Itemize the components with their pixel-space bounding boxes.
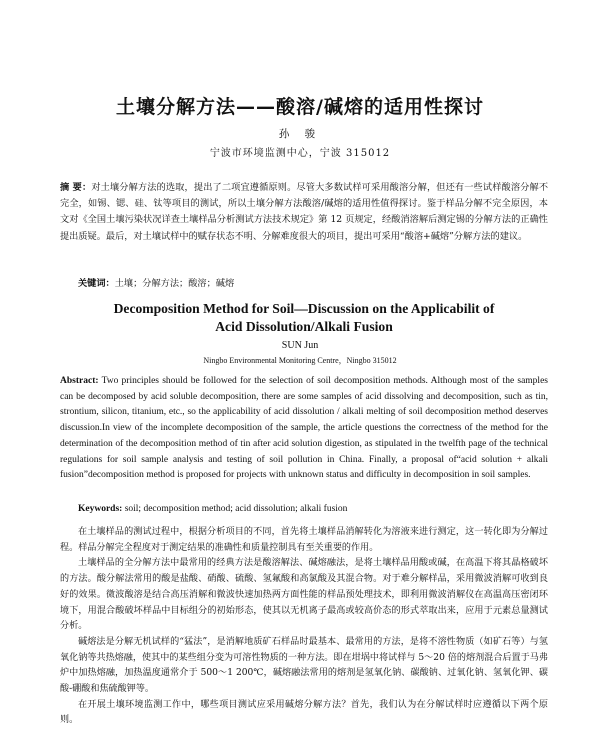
keywords-english-label: Keywords:	[78, 504, 123, 514]
keywords-chinese	[78, 276, 548, 292]
body-paragraph: 土壤样品的全分解方法中最常用的经典方法是酸溶解法、碱熔融法，是将土壤样品用酸或碱，在高温下将其晶格破坏的方法。酸分解法常用的酸是盐酸、硝酸、硫酸、氢氟酸和高氯酸及其混合物。对于难分解样品，采用微波消解可收到良好的效果。微波酸溶是结合高压消解和微波快速加热两方面性能的样品预处理技术，即利用微波消解仪在高温高压密闭环境下，用混合酸破坏样品中目标组分的初始形态，使其以无机离子最高或较高价态的形式萃取出来，应用于元素总量测试分析。	[60, 558, 548, 632]
keywords-english-text: soil; decomposition method; acid dissolution; alkali fusion	[122, 504, 348, 514]
author-english: SUN Jun	[281, 340, 319, 351]
abstract-english	[60, 374, 548, 484]
abstract-chinese	[60, 180, 548, 245]
title-english-line-2: Acid Dissolution/Alkali Fusion	[215, 319, 393, 334]
keywords-english	[78, 502, 548, 517]
affiliation-english: Ningbo Environmental Monitoring Centre，Ningbo 315012	[203, 356, 397, 365]
keywords-chinese-label: 关键词：	[78, 278, 115, 289]
body-text	[60, 525, 548, 729]
abstract-english-label: Abstract:	[60, 376, 99, 386]
title-english-line-1: Decomposition Method for Soil—Discussion on the Applicabilit of	[113, 301, 495, 316]
abstract-chinese-label: 摘 要：	[60, 182, 92, 193]
title-english	[60, 300, 548, 336]
author-chinese: 孙 骏	[278, 128, 322, 140]
keywords-chinese-text: 土壤；分解方法；酸溶；碱熔	[114, 278, 235, 289]
title-chinese: 土壤分解方法——酸溶/碱熔的适用性探讨	[116, 96, 484, 118]
abstract-english-text: Two principles should be followed for the selection of soil decomposition methods. Although most of the samples can be decomposed by acid soluble decomposition, there are some samples of acid dissolving and decomposition, such as tin, strontium, silicon, titanium, etc., so the applicability of acid dissolution / alkali melting of soil decomposition method deserves discussion.In view of the incomplete decomposition of the sample, the article questions the correctness of the method for the determination of the decomposition method of tin after acid solution digestion, as stipulated in the twelfth page of the technical regulations for soil sample analysis and testing of soil pollution in China. Finally, a proposal of“acid solution + alkali fusion”decomposition method is proposed for projects with unknown status and difficulty in decomposition in soil samples.	[60, 376, 548, 481]
abstract-chinese-text: 对土壤分解方法的选取，提出了二项宜遵循原则。尽管大多数试样可采用酸溶分解，但还有一些试样酸溶分解不完全，如锡、锶、硅、钛等项目的测试，所以土壤分解方法酸溶/碱熔的适用性值得探讨。鉴于样品分解不完全原因，本文对《全国土壤污染状况详查土壤样品分析测试方法技术规定》第 12 页规定，经酸消溶解后测定锡的分解方法的正确性提出质疑。最后，对土壤试样中的赋存状态不明、分解难度很大的项目，提出可采用“酸溶+碱熔”分解方法的建议。	[60, 182, 549, 242]
body-paragraph: 在开展土壤环境监测工作中，哪些项目测试应采用碱熔分解方法？首先，我们认为在分解试样时应遵循以下两个原则。	[60, 699, 548, 726]
affiliation-chinese: 宁波市环境监测中心，宁波 315012	[209, 148, 391, 159]
body-paragraph: 在土壤样品的测试过程中，根据分析项目的不同，首先将土壤样品消解转化为溶液来进行测定，这一转化即为分解过程。样品分解完全程度对于测定结果的准确性和质量控制具有至关重要的作用。	[60, 527, 548, 553]
body-paragraph: 碱熔法是分解无机试样的“猛法”，是消解地质矿石样品时最基本、最常用的方法，是将不溶性物质（如矿石等）与氢氧化钠等共热熔融，使其中的某些组分变为可溶性物质的一种方法。即在坩埚中将试样与 5～20 倍的熔剂混合后置于马弗炉中加热熔融，加热温度通常介于 500～1 200℃，碱熔融法常用的熔剂是氢氧化钠、碳酸钠、过氧化钠、氢氧化钾、碳酸-硼酸和焦硫酸钾等。	[60, 636, 548, 695]
